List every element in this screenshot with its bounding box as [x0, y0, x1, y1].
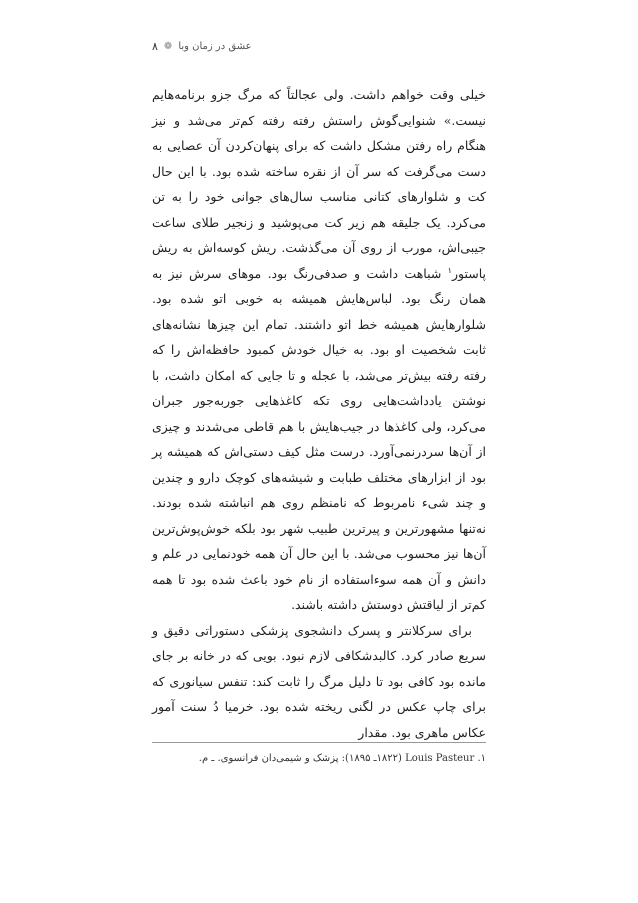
paragraph-2: برای سرکلانتر و پسرک دانشجوی پزشکی دستوراتی دقیق و سریع صادر کرد. کالبدشکافی لازم نبود. بویی که در خانه بر جای مانده بود کافی بود تا دلیل مرگ را ثابت کند: تنفس سیانوری که برای چاپ عکس در لگنی ریخته شده بود. خرمیا دُ سنت آمور عکاس ماهری بود. مقدار [152, 622, 486, 740]
page-number: ۸ [152, 40, 158, 53]
paragraph-1-text-continued: شباهت داشت و صدفی‌رنگ بود. موهای سرش نیز به همان رنگ بود. لباس‌هایش همیشه به خوبی اتو شده بود. شلوارهایش همیشه خط اتو داشتند. تمام این چیزها نشانه‌های ثابت شخصیت او بود. به خیال خودش کمبود حافظه‌اش را که رفته رفته بیش‌تر می‌شد، با عجله و تا جایی که امکان داشت، با نوشتن یادداشت‌هایی روی تکه کاغذهایی جوربه‌جور جبران می‌کرد، ولی کاغذها در جیب‌هایش با هم قاطی می‌شدند و چیزی از آن‌ها سردرنمی‌آورد. درست مثل کیف دستی‌اش که همیشه پر بود از ابزارهای مختلف طبابت و شیشه‌های کوچک دارو و چندین و چند شیء نامربوط که نامنظم روی هم انباشته شده بودند. نه‌تنها مشهورترین و پیرترین طبیب شهر بود بلکه خوش‌پوش‌ترین آن‌ها نیز محسوب می‌شد. با این حال آن همه خودنمایی در علم و دانش و آن همه سوءاستفاده از نام خود باعث شده بود تا همه کم‌تر از لیاقتش دوستش داشته باشند. [152, 265, 486, 612]
footnote: ۱. Louis Pasteur (۱۸۲۲ـ ۱۸۹۵): پزشک و شیمی‌دان فرانسوی. ـ م. [198, 753, 486, 764]
running-header [152, 40, 486, 53]
flower-ornament-icon: ❁ [163, 41, 173, 52]
running-title: عشق در زمان وبا [178, 41, 252, 52]
footnote-marker: ۱ [447, 265, 452, 275]
paragraph-1 [152, 82, 486, 618]
body-text [152, 82, 486, 745]
paragraph-1-text: خیلی وقت خواهم داشت. ولی عجالتاً که مرگ جزو برنامه‌هایم نیست.» شنوایی‌گوش راستش رفته رفته کم‌تر می‌شد و نیز هنگام راه رفتن مشکل داشت که برای پنهان‌کردن آن عصایی به دست می‌گرفت که سر آن از نقره ساخته شده بود. با این حال کت و شلوارهای کتانی مناسب سال‌های جوانی خود را به تن می‌کرد. یک جلیقه هم زیر کت می‌پوشید و زنجیر طلای ساعت جیبی‌اش، مورب از روی آن می‌گذشت. ریش کوسه‌اش به ریش پاستور [152, 87, 486, 281]
footnote-divider [152, 742, 486, 743]
